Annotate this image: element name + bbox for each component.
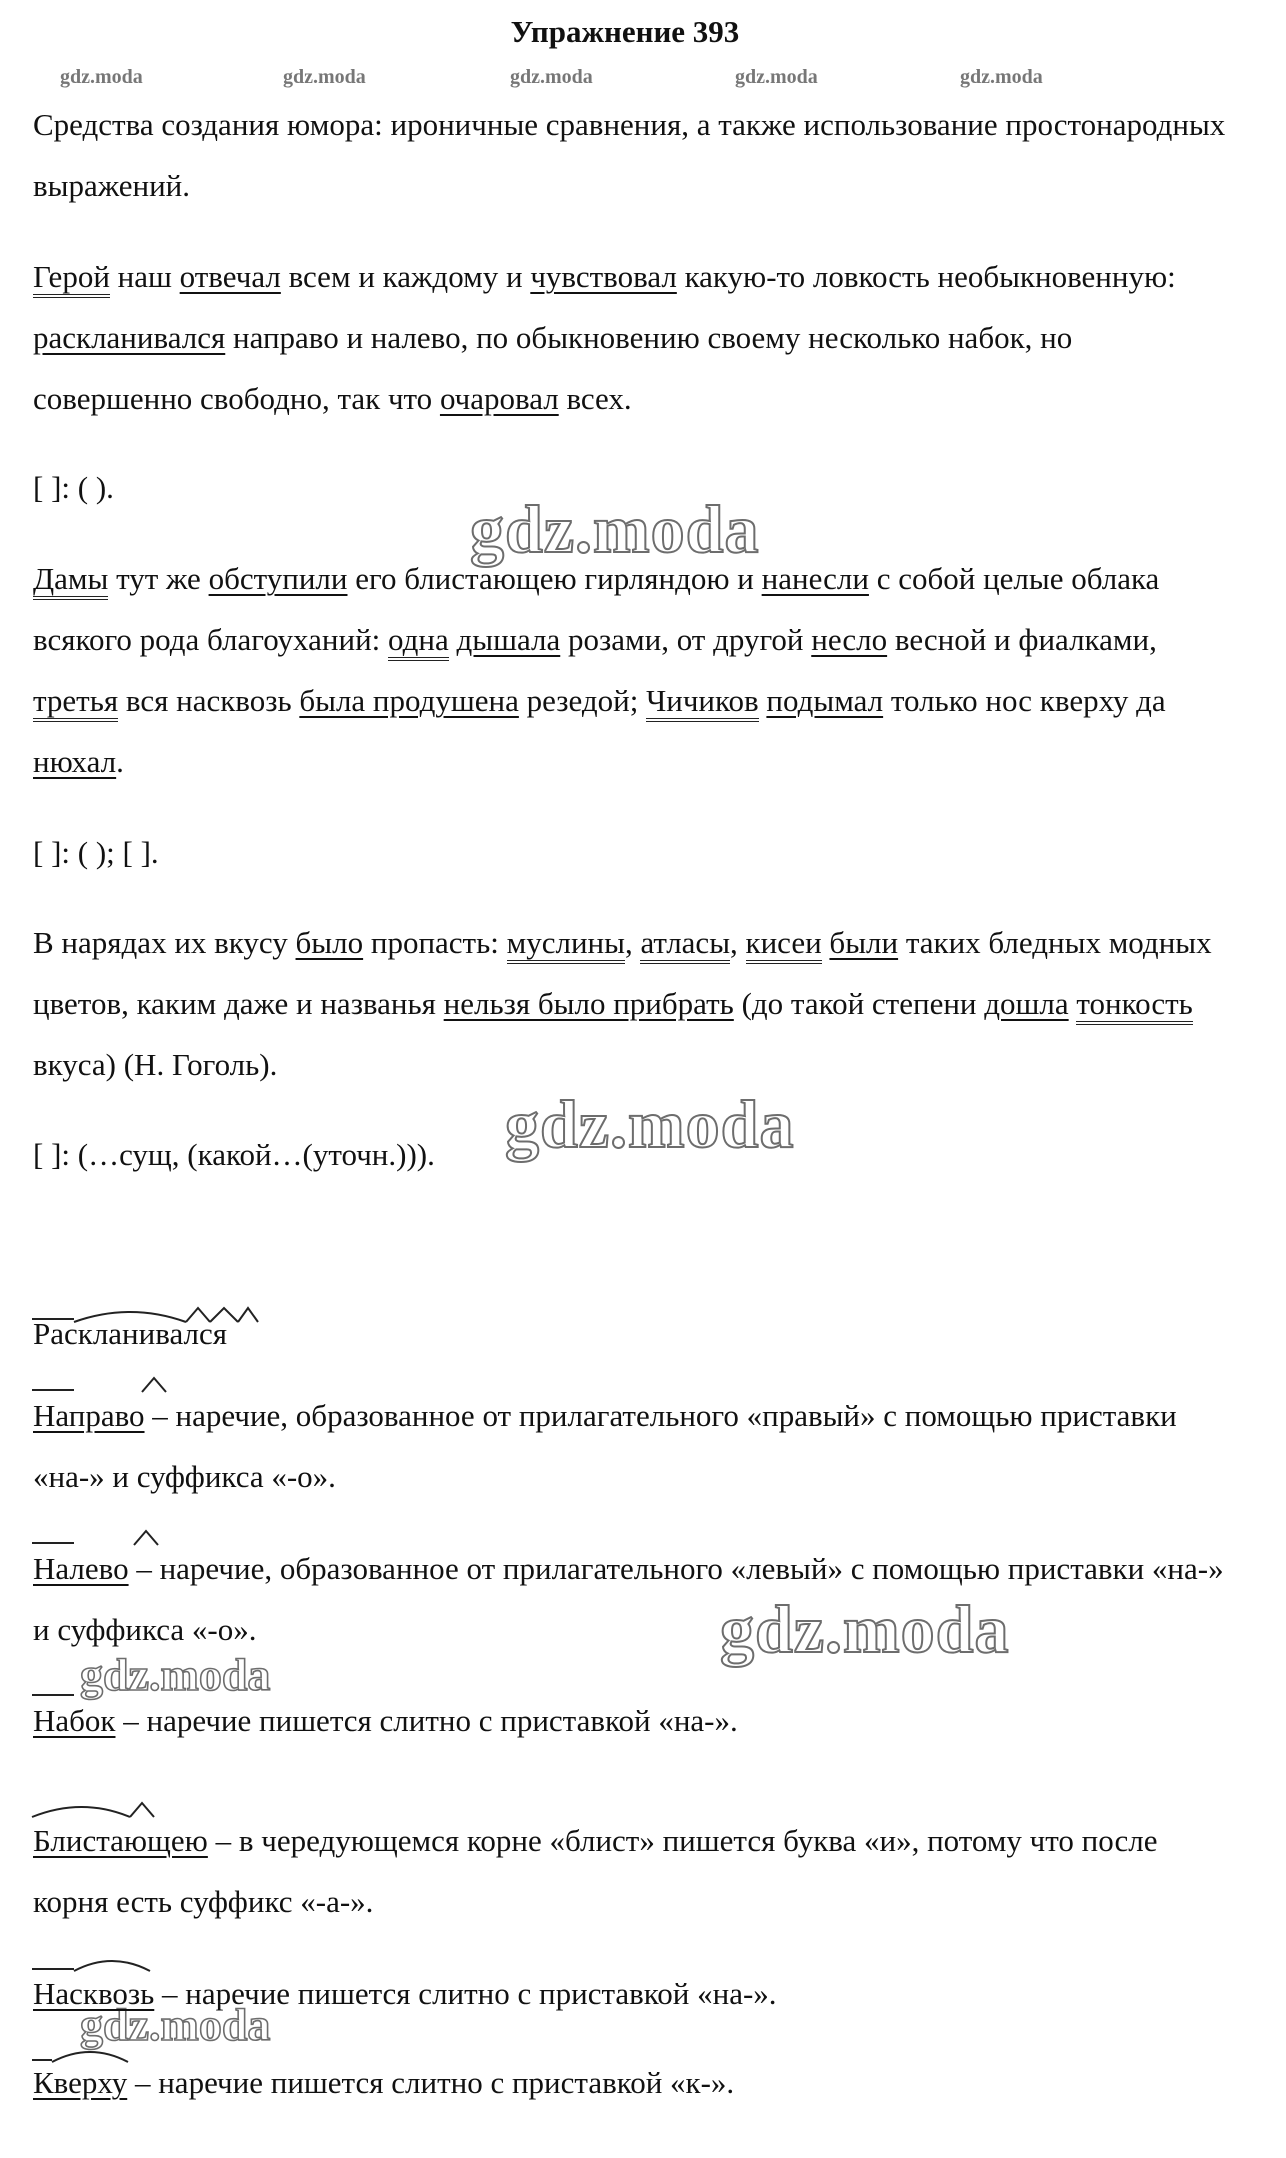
predicate-word: очаровал bbox=[439, 381, 559, 416]
watermark-large: gdz.moda bbox=[470, 491, 760, 567]
sentence-text: . bbox=[116, 744, 124, 779]
subject-word: кисеи bbox=[746, 925, 822, 964]
subject-word: атласы bbox=[640, 925, 730, 964]
subject-word: Дамы bbox=[33, 561, 108, 600]
scheme-3: [ ]: (…сущ, (какой…(уточн.))). bbox=[33, 1137, 435, 1172]
explanation-text: – наречие пишется слитно с приставкой «на-». bbox=[115, 1703, 738, 1738]
explanation-napravo bbox=[33, 1385, 1233, 1507]
explanation-kverkhu bbox=[33, 2052, 1233, 2113]
predicate-word: чувствовал bbox=[530, 259, 677, 294]
watermark-large: gdz.moda bbox=[720, 1591, 1010, 1667]
sentence-text: весной и фиалками, bbox=[887, 622, 1157, 657]
predicate-word: было bbox=[295, 925, 364, 960]
sentence-text: его блистающею гирляндою и bbox=[347, 561, 762, 596]
predicate-word: была продушена bbox=[299, 683, 519, 718]
explanation-text: – наречие пишется слитно с приставкой «к-». bbox=[127, 2065, 735, 2100]
subject-word: муслины bbox=[507, 925, 625, 964]
sentence-text: пропасть: bbox=[363, 925, 507, 960]
explanation-nalevo bbox=[33, 1538, 1233, 1660]
predicate-word: нюхал bbox=[33, 744, 117, 779]
subject-word: Герой bbox=[33, 259, 110, 298]
explanation-nabok bbox=[33, 1690, 1233, 1751]
predicate-word: подымал bbox=[766, 683, 884, 718]
explanation-text: – наречие пишется слитно с приставкой «на-». bbox=[154, 1976, 777, 2011]
subject-word: третья bbox=[33, 683, 118, 722]
sentence-text: В нарядах их вкусу bbox=[33, 925, 296, 960]
scheme-1: [ ]: ( ). bbox=[33, 470, 114, 505]
predicate-word: несло bbox=[811, 622, 888, 657]
watermark-top: gdz.moda bbox=[735, 66, 818, 88]
watermark-medium: gdz.moda bbox=[80, 1649, 271, 1700]
predicate-word: нанесли bbox=[761, 561, 869, 596]
predicate-word: отвечал bbox=[179, 259, 281, 294]
sentence-text: направо и налево, по обыкновению своему несколько набок, но совершенно свободно, так что bbox=[33, 320, 1073, 416]
predicate-word: раскланивался bbox=[33, 320, 226, 355]
explained-word: Налево bbox=[33, 1551, 129, 1586]
sentence-text: таких бледных модных цветов, каким даже и названья bbox=[33, 925, 1212, 1021]
watermark-top: gdz.moda bbox=[60, 66, 143, 88]
sentence-text: вся насквозь bbox=[118, 683, 300, 718]
sentence-3 bbox=[33, 912, 1233, 1095]
explained-word: Направо bbox=[33, 1398, 145, 1433]
sentence-1 bbox=[33, 246, 1233, 429]
watermark-large: gdz.moda bbox=[505, 1086, 795, 1162]
morph-word-raskl bbox=[33, 1316, 227, 1352]
sentence-text: всех. bbox=[558, 381, 632, 416]
explanation-text: – в чередующемся корне «блист» пишется буква «и», потому что после корня есть суффикс «-а-». bbox=[33, 1823, 1158, 1919]
subject-word: одна bbox=[388, 622, 449, 661]
explained-word: Кверху bbox=[33, 2065, 128, 2100]
watermark-top: gdz.moda bbox=[960, 66, 1043, 88]
exercise-title: Упражнение 393 bbox=[510, 14, 740, 49]
sentence-text: тут же bbox=[108, 561, 209, 596]
sentence-text: вкуса) (Н. Гоголь). bbox=[33, 1047, 278, 1082]
predicate-word: нельзя было прибрать bbox=[443, 986, 734, 1021]
morph-word: Раскланивался bbox=[33, 1316, 227, 1351]
watermark-medium: gdz.moda bbox=[80, 1999, 271, 2050]
watermark-top: gdz.moda bbox=[510, 66, 593, 88]
explanation-text: – наречие, образованное от прилагательного «правый» с помощью приставки «на-» и суффикса «-о». bbox=[33, 1398, 1177, 1494]
sentence-text: резедой; bbox=[518, 683, 647, 718]
intro-paragraph: Средства создания юмора: ироничные сравнения, а также использование простонародных выражений. bbox=[33, 107, 1226, 203]
explanation-naskvoz bbox=[33, 1963, 1233, 2024]
sentence-text: , bbox=[730, 925, 746, 960]
predicate-word: дошла bbox=[984, 986, 1069, 1021]
watermark-top: gdz.moda bbox=[283, 66, 366, 88]
sentence-text bbox=[449, 622, 457, 657]
sentence-text: , bbox=[624, 925, 641, 960]
sentence-text: какую-то ловкость необыкновенную: bbox=[676, 259, 1176, 294]
predicate-word: были bbox=[829, 925, 899, 960]
sentence-text: (до такой степени bbox=[733, 986, 985, 1021]
predicate-word: обступили bbox=[208, 561, 348, 596]
scheme-2: [ ]: ( ); [ ]. bbox=[33, 835, 159, 870]
explained-word: Набок bbox=[33, 1703, 116, 1738]
sentence-text: только нос кверху да bbox=[883, 683, 1166, 718]
explained-word: Насквозь bbox=[33, 1976, 155, 2011]
sentence-text: наш bbox=[109, 259, 180, 294]
sentence-text: всем и каждому и bbox=[280, 259, 531, 294]
predicate-word: дышала bbox=[456, 622, 561, 657]
explanation-blistayushcheyu bbox=[33, 1810, 1233, 1932]
explained-word: Блистающею bbox=[33, 1823, 208, 1858]
sentence-text: с собой целые облака всякого рода благоуханий: bbox=[33, 561, 1160, 657]
explanation-text: – наречие, образованное от прилагательного «левый» с помощью приставки «на-» и суффикса «-о». bbox=[33, 1551, 1224, 1647]
sentence-text: розами, от другой bbox=[560, 622, 812, 657]
subject-word: тонкость bbox=[1076, 986, 1192, 1025]
subject-word: Чичиков bbox=[646, 683, 759, 722]
sentence-2 bbox=[33, 548, 1233, 792]
